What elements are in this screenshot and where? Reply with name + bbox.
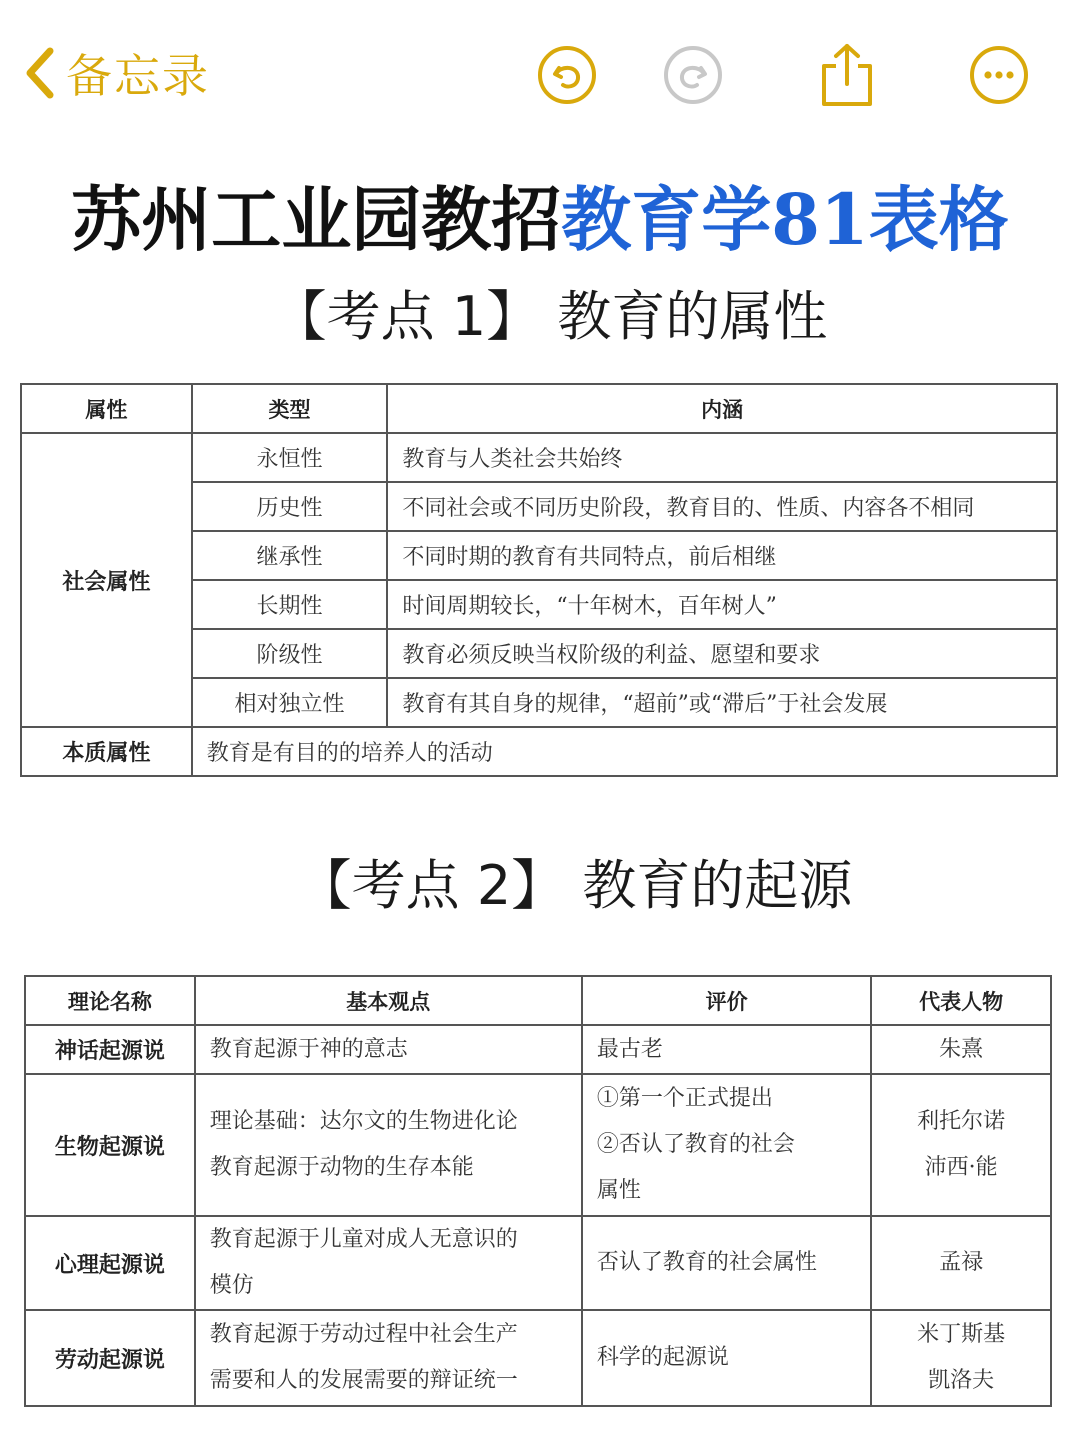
meaning-cell: 不同社会或不同历史阶段，教育目的、性质、内容各不相同 xyxy=(387,482,1057,531)
title-part-2: 教育学81表格 xyxy=(561,178,1009,261)
share-icon xyxy=(816,42,878,108)
person: 朱熹 xyxy=(939,1036,984,1062)
person: 孟禄 xyxy=(939,1250,984,1275)
meaning-cell: 教育与人类社会共始终 xyxy=(387,433,1057,482)
share-button[interactable] xyxy=(816,44,878,106)
people-cell xyxy=(871,1310,1051,1406)
evaluation-cell xyxy=(582,1216,871,1310)
section-1-heading: 【考点 1】 教育的属性 xyxy=(272,285,828,348)
evaluation-line: ①第一个正式提出 xyxy=(596,1086,773,1111)
meaning-cell: 教育必须反映当权阶级的利益、愿望和要求 xyxy=(387,629,1057,678)
header-cell: 内涵 xyxy=(387,384,1057,433)
type-cell: 继承性 xyxy=(192,531,388,580)
evaluation-cell xyxy=(582,1074,871,1216)
view-cell xyxy=(195,1074,582,1216)
group-label: 社会属性 xyxy=(21,433,192,727)
type-cell: 长期性 xyxy=(192,580,388,629)
view-line: 模仿 xyxy=(209,1273,254,1298)
view-line: 教育起源于神的意志 xyxy=(209,1036,408,1062)
page-title xyxy=(0,175,1080,265)
theory-name: 生物起源说 xyxy=(25,1074,195,1216)
person: 米丁斯基 xyxy=(917,1322,1006,1347)
view-line: 需要和人的发展需要的辩证统一 xyxy=(209,1368,518,1393)
view-cell xyxy=(195,1216,582,1310)
view-line: 教育起源于儿童对成人无意识的 xyxy=(209,1227,518,1252)
people-cell xyxy=(871,1025,1051,1074)
table-row xyxy=(25,1216,1051,1310)
person: 利托尔诺 xyxy=(917,1109,1006,1134)
type-cell: 历史性 xyxy=(192,482,388,531)
meaning-cell: 不同时期的教育有共同特点，前后相继 xyxy=(387,531,1057,580)
header-cell: 类型 xyxy=(192,384,388,433)
view-line: 教育起源于劳动过程中社会生产 xyxy=(209,1322,518,1347)
view-line: 理论基础：达尔文的生物进化论 xyxy=(209,1109,518,1134)
type-cell: 相对独立性 xyxy=(192,678,388,727)
more-button[interactable] xyxy=(968,44,1030,106)
view-cell xyxy=(195,1025,582,1074)
section-2-heading: 【考点 2】 教育的起源 xyxy=(297,854,853,917)
meaning-cell: 教育有其自身的规律，“超前”或“滞后”于社会发展 xyxy=(387,678,1057,727)
chevron-left-icon xyxy=(22,45,56,101)
essence-text: 教育是有目的的培养人的活动 xyxy=(192,727,1057,776)
people-cell xyxy=(871,1074,1051,1216)
header-cell: 基本观点 xyxy=(195,976,582,1025)
table-row xyxy=(21,727,1057,776)
table-row xyxy=(25,1310,1051,1406)
redo-button[interactable] xyxy=(662,44,724,106)
header-cell: 评价 xyxy=(582,976,871,1025)
evaluation-cell xyxy=(582,1025,871,1074)
theory-name: 神话起源说 xyxy=(25,1025,195,1074)
table-header-row xyxy=(21,384,1057,433)
table-row xyxy=(21,433,1057,482)
person: 沛西·能 xyxy=(924,1155,998,1180)
people-cell xyxy=(871,1216,1051,1310)
redo-icon xyxy=(662,44,724,106)
undo-icon xyxy=(536,44,598,106)
attributes-table xyxy=(20,383,1058,777)
header-cell: 理论名称 xyxy=(25,976,195,1025)
theory-name: 心理起源说 xyxy=(25,1216,195,1310)
table-header-row xyxy=(25,976,1051,1025)
title-part-1: 苏州工业园教招 xyxy=(71,178,562,261)
person: 凯洛夫 xyxy=(928,1368,995,1393)
evaluation-line: 科学的起源说 xyxy=(596,1345,729,1370)
origins-table xyxy=(24,975,1052,1407)
toolbar xyxy=(0,0,1080,140)
evaluation-line: 最古老 xyxy=(596,1036,663,1062)
back-label: 备忘录 xyxy=(66,49,210,103)
header-cell: 属性 xyxy=(21,384,192,433)
theory-name: 劳动起源说 xyxy=(25,1310,195,1406)
evaluation-line: 属性 xyxy=(596,1178,641,1203)
type-cell: 永恒性 xyxy=(192,433,388,482)
evaluation-cell xyxy=(582,1310,871,1406)
essence-label: 本质属性 xyxy=(21,727,192,776)
evaluation-line: 否认了教育的社会属性 xyxy=(596,1250,817,1275)
table-row xyxy=(25,1025,1051,1074)
back-button[interactable] xyxy=(22,40,210,106)
view-line: 教育起源于动物的生存本能 xyxy=(209,1155,474,1180)
header-cell: 代表人物 xyxy=(871,976,1051,1025)
meaning-cell: 时间周期较长，“十年树木，百年树人” xyxy=(387,580,1057,629)
more-icon xyxy=(968,44,1030,106)
view-cell xyxy=(195,1310,582,1406)
type-cell: 阶级性 xyxy=(192,629,388,678)
table-row xyxy=(25,1074,1051,1216)
evaluation-line: ②否认了教育的社会 xyxy=(596,1132,795,1157)
undo-button[interactable] xyxy=(536,44,598,106)
